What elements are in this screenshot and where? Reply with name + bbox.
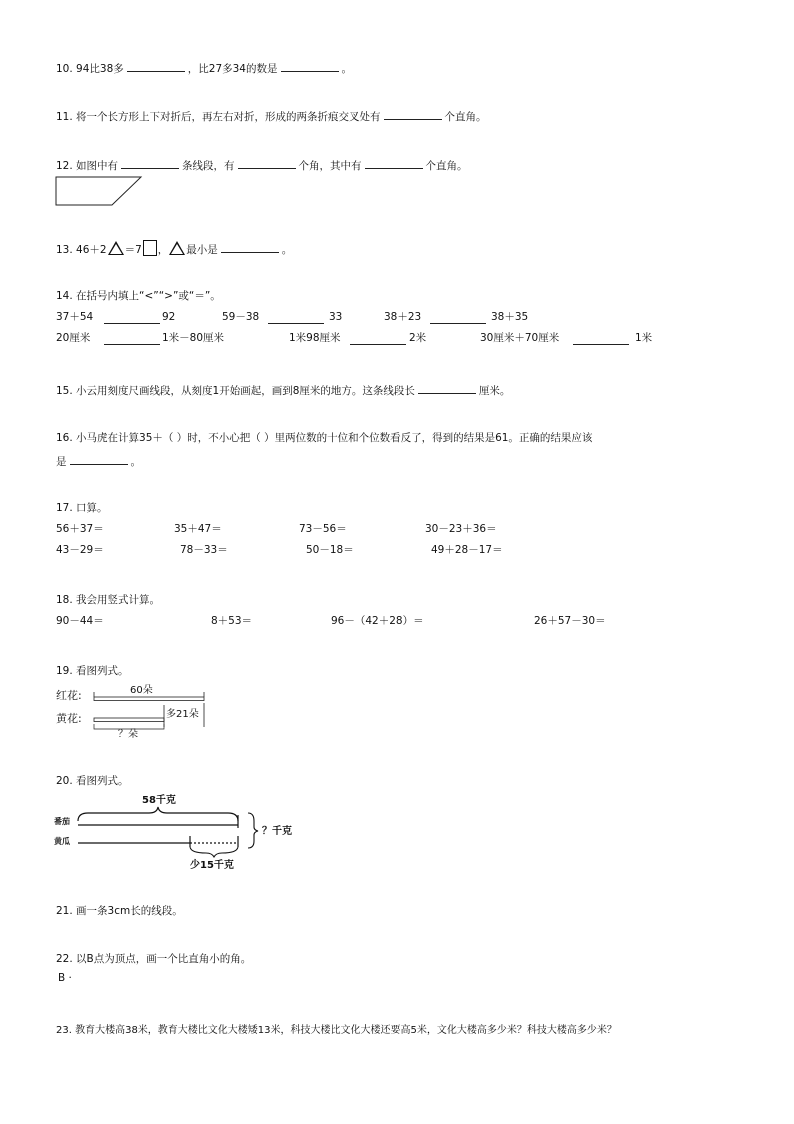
triangle-icon [169,241,185,255]
question-16-cont: 是 。 [56,453,141,469]
square-box-icon [143,240,157,256]
answer-blank[interactable] [104,312,160,324]
vegetable-bar-diagram [54,791,304,873]
question-19-title: 19. 看图列式。 [56,665,129,677]
q14-item: 59－38 [222,311,260,323]
q14-item: 1米－80厘米 [162,332,225,344]
answer-blank[interactable] [268,312,324,324]
yellow-flower-label: 黄花: [56,712,82,725]
answer-blank[interactable] [573,333,629,345]
question-22: 22. 以B点为顶点，画一个比直角小的角。 [56,953,252,965]
answer-blank[interactable] [104,333,160,345]
question-11: 11. 将一个长方形上下对折后，再左右对折，形成的两条折痕交叉处有 个直角。 [56,108,487,124]
q14-item: 20厘米 [56,332,91,344]
question-20-title: 20. 看图列式。 [56,775,129,787]
q14-item: 33 [329,311,343,323]
tomato-label: 番茄 [54,817,70,826]
more-label: 多21朵 [166,709,199,720]
oral-item: 78－33＝ [180,544,228,556]
answer-blank[interactable] [281,60,339,72]
total-question-label: ？千克 [262,826,292,837]
triangle-icon [108,241,124,255]
less-label: 少15千克 [190,860,234,871]
question-18-title: 18. 我会用竖式计算。 [56,594,161,606]
answer-blank[interactable] [70,453,128,465]
q14-item: 30厘米＋70厘米 [480,332,560,344]
vertical-calc-item: 8＋53＝ [211,615,253,627]
vertical-calc-item: 90－44＝ [56,615,104,627]
question-13: 13. 46＋2 ＝7 ， 最小是 。 [56,240,292,257]
answer-blank[interactable] [418,382,476,394]
trapezoid-figure [55,176,145,208]
q14-item: 38＋23 [384,311,422,323]
question-label: ？朵 [118,729,138,740]
oral-item: 56＋37＝ [56,523,104,535]
top-weight-label: 58千克 [142,795,176,806]
answer-blank[interactable] [127,60,185,72]
vertical-calc-item: 96－（42＋28）＝ [331,615,424,627]
oral-item: 43－29＝ [56,544,104,556]
answer-blank[interactable] [384,108,442,120]
flower-bar-diagram [56,683,216,743]
answer-blank[interactable] [350,333,406,345]
question-14-title: 14. 在括号内填上“<”“>”或“＝”。 [56,290,221,302]
oral-item: 50－18＝ [306,544,354,556]
answer-blank[interactable] [121,157,179,169]
answer-blank[interactable] [221,241,279,253]
question-17-title: 17. 口算。 [56,502,108,514]
oral-item: 49＋28－17＝ [431,544,503,556]
red-flower-label: 红花: [56,689,82,702]
question-16: 16. 小马虎在计算35＋（ ）时，不小心把（ ）里两位数的十位和个位数看反了，得到的结果是61。正确的结果应该 [56,432,593,444]
answer-blank[interactable] [430,312,486,324]
question-10: 10. 94比38多 ，比27多34的数是 。 [56,60,352,76]
top-label: 60朵 [130,685,153,696]
q14-item: 1米 [635,332,653,344]
vertical-calc-item: 26＋57－30＝ [534,615,606,627]
answer-blank[interactable] [238,157,296,169]
oral-item: 30－23＋36＝ [425,523,497,535]
q14-item: 1米98厘米 [289,332,341,344]
oral-item: 35＋47＝ [174,523,222,535]
answer-blank[interactable] [365,157,423,169]
q14-item: 38＋35 [491,311,529,323]
oral-item: 73－56＝ [299,523,347,535]
question-23: 23. 教育大楼高38米，教育大楼比文化大楼矮13米，科技大楼比文化大楼还要高5米，文化大楼高多少米？科技大楼高多少米？ [56,1025,617,1036]
point-b-label: B · [58,972,72,984]
q14-item: 37＋54 [56,311,94,323]
question-15: 15. 小云用刻度尺画线段，从刻度1开始画起，画到8厘米的地方。这条线段长 厘米。 [56,382,510,398]
q14-item: 2米 [409,332,427,344]
cucumber-label: 黄瓜 [54,837,70,846]
q14-item: 92 [162,311,176,323]
question-21: 21. 画一条3cm长的线段。 [56,905,183,917]
question-12: 12. 如图中有 条线段，有 个角，其中有 个直角。 [56,157,468,173]
